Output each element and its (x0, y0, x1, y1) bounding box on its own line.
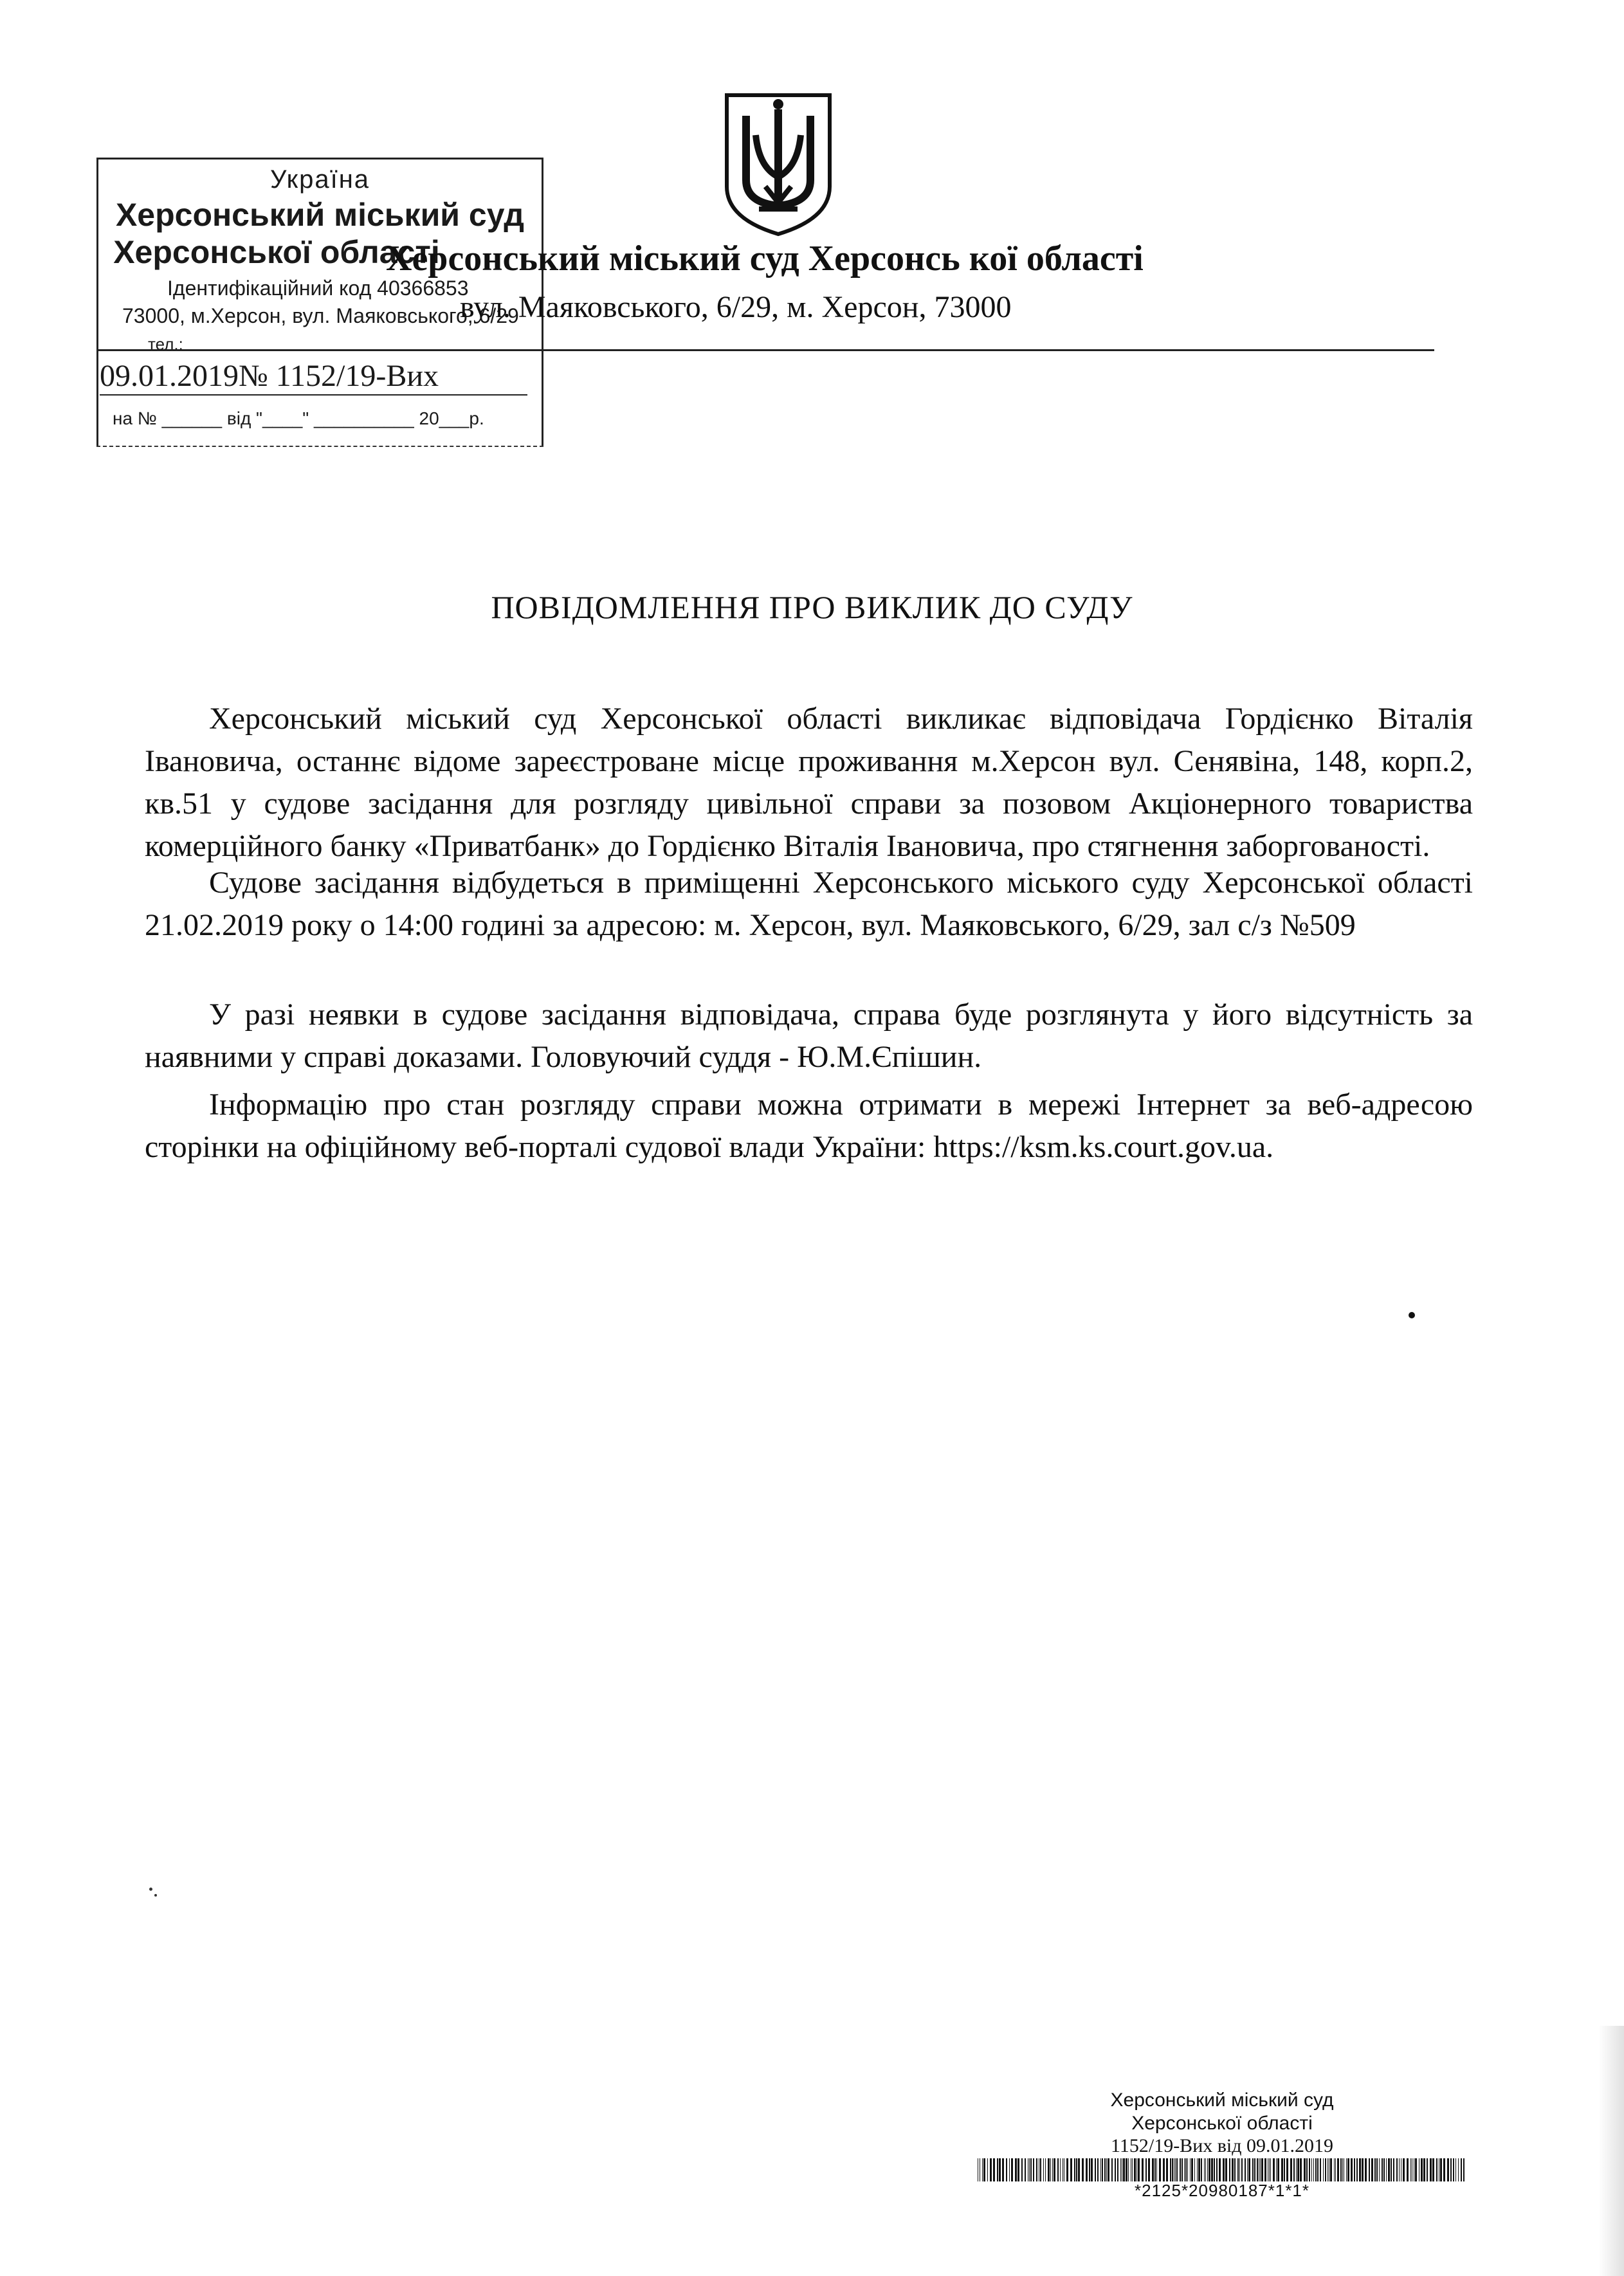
barcode-bar (1052, 2158, 1053, 2181)
barcode-bar (1175, 2158, 1176, 2181)
barcode-bar (993, 2158, 995, 2181)
barcode-bar (1123, 2158, 1125, 2181)
stamp-court-line1: Херсонський міський суд (115, 197, 525, 233)
barcode-bar (1369, 2158, 1370, 2181)
barcode-bar (1030, 2158, 1032, 2181)
barcode-bar (1163, 2158, 1165, 2181)
body-paragraph (145, 698, 1473, 868)
barcode-bar (1342, 2158, 1343, 2181)
barcode-bar (1070, 2158, 1072, 2181)
barcode-bar (1315, 2158, 1317, 2181)
barcode-bar (1248, 2158, 1250, 2181)
barcode-bar (1104, 2158, 1106, 2181)
barcode-bar (1356, 2158, 1358, 2181)
barcode-bar (1382, 2158, 1383, 2181)
barcode-bar (1216, 2158, 1218, 2181)
barcode-bar (1313, 2158, 1314, 2181)
barcode-bar (1156, 2158, 1157, 2181)
barcode-bar (990, 2158, 992, 2181)
barcode-bar (1317, 2158, 1318, 2181)
barcode-bar (1252, 2158, 1254, 2181)
paragraph-text: У разі неявки в судове засідання відповідача, справа буде розглянута у його відсутність за наявними у справі доказами. Головуючий суддя - Ю.М.Єпішин. (145, 997, 1473, 1074)
barcode-bar (1194, 2158, 1195, 2181)
barcode-bar (1284, 2158, 1285, 2181)
barcode-bar (1245, 2158, 1246, 2181)
barcode-bar (1138, 2158, 1140, 2181)
barcode-bar (1335, 2158, 1336, 2181)
court-name-header: Херсонський міський суд Херсонсь кої області (386, 239, 1144, 278)
barcode-bar (1347, 2158, 1349, 2181)
barcode-bar (1074, 2158, 1075, 2181)
barcode-bar (1176, 2158, 1178, 2181)
barcode-bar (1237, 2158, 1239, 2181)
barcode-bar (1309, 2158, 1310, 2181)
barcode-bar (1152, 2158, 1154, 2181)
barcode-bar (1320, 2158, 1321, 2181)
stamp-reference-line: на № ______ від "____" __________ 20___р. (113, 408, 484, 428)
barcode-bar (987, 2158, 988, 2181)
barcode-court-region: Херсонської області (1131, 2113, 1313, 2134)
barcode-bar (1450, 2158, 1452, 2181)
barcode-bar (1111, 2158, 1113, 2181)
barcode-bar (1463, 2158, 1464, 2181)
barcode-bar (1306, 2158, 1308, 2181)
barcode-bar (1232, 2158, 1234, 2181)
trident-coat-of-arms-icon (720, 90, 836, 238)
barcode-bar (1180, 2158, 1181, 2181)
barcode-bar (1277, 2158, 1279, 2181)
barcode-bar (1276, 2158, 1277, 2181)
barcode-bar (1117, 2158, 1118, 2181)
barcode-bar (1376, 2158, 1378, 2181)
barcode-bar (1461, 2158, 1462, 2181)
barcode-bar (1261, 2158, 1263, 2181)
barcode-bar (1383, 2158, 1385, 2181)
barcode-bar (1145, 2158, 1147, 2181)
barcode-bar (1126, 2158, 1127, 2181)
stamp-frame-bottom (96, 446, 543, 447)
barcode-bar (1029, 2158, 1030, 2181)
barcode-doc-number: 1152/19-Вих від 09.01.2019 (1110, 2135, 1334, 2156)
barcode-bar (1076, 2158, 1077, 2181)
barcode-bar (1455, 2158, 1456, 2181)
court-address-header: вул. Маяковського, 6/29, м. Херсон, 73000 (460, 290, 1012, 324)
body-paragraph (145, 994, 1473, 1079)
outgoing-number: 09.01.2019№ 1152/19-Вих (100, 359, 439, 393)
barcode-bar (1015, 2158, 1017, 2181)
barcode-bar (1082, 2158, 1084, 2181)
barcode-bar (1346, 2158, 1347, 2181)
barcode-bar (1391, 2158, 1392, 2181)
barcode-code: *2125*20980187*1*1* (1134, 2181, 1310, 2200)
barcode-bar (1354, 2158, 1355, 2181)
barcode-bar (1089, 2158, 1090, 2181)
barcode-bar (1170, 2158, 1171, 2181)
barcode-bar (1300, 2158, 1302, 2181)
barcode-bar (1239, 2158, 1240, 2181)
barcode-bar (1009, 2158, 1010, 2181)
barcode-bar (1340, 2158, 1342, 2181)
barcode-bar (1269, 2158, 1270, 2181)
barcode-bar (1204, 2158, 1205, 2181)
barcode-bar (1120, 2158, 1121, 2181)
barcode-bar (1273, 2158, 1275, 2181)
header-divider (96, 349, 1434, 351)
barcode-bar (1115, 2158, 1116, 2181)
document-title: ПОВІДОМЛЕННЯ ПРО ВИКЛИК ДО СУДУ (491, 589, 1133, 625)
barcode-bar (1128, 2158, 1129, 2181)
scan-dot (1409, 1312, 1415, 1318)
scan-speck (149, 1888, 152, 1891)
barcode-bar (1033, 2158, 1034, 2181)
barcode-bar (1205, 2158, 1206, 2181)
barcode-bar (1430, 2158, 1432, 2181)
barcode-bar (1281, 2158, 1283, 2181)
barcode-bar (1054, 2158, 1055, 2181)
barcode-bar (1453, 2158, 1454, 2181)
barcode-bar (1207, 2158, 1208, 2181)
barcode-bar (1241, 2158, 1243, 2181)
barcode-bar (1002, 2158, 1004, 2181)
barcode-bar (1264, 2158, 1266, 2181)
barcode-bar (1337, 2158, 1339, 2181)
body-paragraph (145, 1084, 1473, 1169)
barcode-bar (1327, 2158, 1328, 2181)
barcode-bar (1440, 2158, 1442, 2181)
barcode-bar (1048, 2158, 1050, 2181)
barcode-bar (1057, 2158, 1059, 2181)
barcode-bar (1286, 2158, 1288, 2181)
stamp-frame-top (96, 158, 543, 159)
barcode-bar (1362, 2158, 1364, 2181)
barcode-bar (1134, 2158, 1136, 2181)
barcode-bar (1187, 2158, 1188, 2181)
paragraph-text: Судове засідання відбудеться в приміщенні Херсонського міського суду Херсонської області 21.02.2019 року о 14:00 годині за адресою: м. Херсон, вул. Маяковського, 6/29, зал с/з №509 (145, 866, 1473, 942)
barcode-bar (1214, 2158, 1215, 2181)
barcode-bar (1132, 2158, 1133, 2181)
barcode-bar (1225, 2158, 1227, 2181)
barcode-bar (1184, 2158, 1185, 2181)
barcode-bar (1374, 2158, 1376, 2181)
barcode-bar (1201, 2158, 1202, 2181)
barcode-bar (1359, 2158, 1361, 2181)
barcode-bar (999, 2158, 1001, 2181)
barcode-bar (1211, 2158, 1213, 2181)
barcode-bar (1182, 2158, 1183, 2181)
barcode-bar (1197, 2158, 1198, 2181)
barcode-bar (1290, 2158, 1292, 2181)
barcode-bar (1234, 2158, 1236, 2181)
barcode-bar (1142, 2158, 1144, 2181)
barcode-label (971, 2089, 1473, 2199)
barcode-bar (1365, 2158, 1367, 2181)
barcode-court-name: Херсонський міський суд (1110, 2089, 1334, 2111)
barcode-bar (1399, 2158, 1400, 2181)
barcode-bar (1078, 2158, 1080, 2181)
barcode-bar (1106, 2158, 1107, 2181)
barcode-bar (1396, 2158, 1398, 2181)
barcode-bar (1066, 2158, 1068, 2181)
barcode-bar (1427, 2158, 1428, 2181)
barcode-bar (1198, 2158, 1200, 2181)
barcode-bar (1415, 2158, 1417, 2181)
barcode-bar (1260, 2158, 1261, 2181)
paragraph-text: Інформацію про стан розгляду справи можна отримати в мережі Інтернет за веб-адресою сторінки на офіційному веб-порталі судової влади України: https://ksm.ks.court.gov.ua. (145, 1088, 1473, 1164)
barcode-bar (1393, 2158, 1394, 2181)
barcode-bar (1086, 2158, 1088, 2181)
scan-speck (154, 1894, 157, 1897)
barcode-bar (1386, 2158, 1387, 2181)
barcode-bar (982, 2158, 983, 2181)
barcode-bar (1293, 2158, 1295, 2181)
stamp-country: Україна (269, 165, 370, 194)
barcode-bar (1172, 2158, 1173, 2181)
barcode-bar (1223, 2158, 1225, 2181)
barcode-bar (1040, 2158, 1041, 2181)
stamp-tel: тел.: (148, 334, 183, 354)
barcode-bar (1219, 2158, 1221, 2181)
barcode-bar (1045, 2158, 1046, 2181)
stamp-id-code: Ідентифікаційний код 40366853 (167, 277, 469, 300)
barcode-bar (1432, 2158, 1434, 2181)
barcode-bar (1154, 2158, 1156, 2181)
barcode-bar (1296, 2158, 1297, 2181)
barcode-bar (1410, 2158, 1411, 2181)
barcode-bar (1229, 2158, 1230, 2181)
barcode-bar (1159, 2158, 1161, 2181)
barcode-bar (1209, 2158, 1210, 2181)
barcode-bar (1006, 2158, 1007, 2181)
barcode-icon (978, 2158, 1466, 2181)
barcode-bar (1351, 2158, 1353, 2181)
barcode-bar (1270, 2158, 1271, 2181)
barcode-bar (1191, 2158, 1193, 2181)
barcode-bar (1447, 2158, 1449, 2181)
barcode-bar (1036, 2158, 1037, 2181)
barcode-bar (1100, 2158, 1101, 2181)
barcode-bar (1091, 2158, 1093, 2181)
barcode-bar (1148, 2158, 1150, 2181)
barcode-bar (1311, 2158, 1312, 2181)
barcode-bar (1297, 2158, 1299, 2181)
barcode-bar (997, 2158, 998, 2181)
barcode-bar (1257, 2158, 1258, 2181)
barcode-bar (1025, 2158, 1026, 2181)
barcode-bar (1166, 2158, 1168, 2181)
barcode-bar (1043, 2158, 1044, 2181)
barcode-bar (1407, 2158, 1409, 2181)
stamp-date-underline (100, 394, 527, 396)
barcode-bar (1304, 2158, 1306, 2181)
barcode-bar (1334, 2158, 1335, 2181)
barcode-bar (1017, 2158, 1019, 2181)
barcode-bar (1403, 2158, 1405, 2181)
scan-edge-shadow (1598, 2026, 1624, 2276)
barcode-bar (1458, 2158, 1459, 2181)
barcode-bar (1108, 2158, 1109, 2181)
barcode-bar (1388, 2158, 1390, 2181)
barcode-bar (1136, 2158, 1137, 2181)
barcode-bar (1097, 2158, 1099, 2181)
barcode-bar (1423, 2158, 1425, 2181)
barcode-bar (1325, 2158, 1326, 2181)
barcode-bar (1247, 2158, 1248, 2181)
barcode-bar (1021, 2158, 1023, 2181)
barcode-bar (1185, 2158, 1187, 2181)
barcode-bar (1421, 2158, 1423, 2181)
barcode-bar (1095, 2158, 1096, 2181)
barcode-bar (1102, 2158, 1103, 2181)
body-paragraph (145, 862, 1473, 947)
barcode-bar (1371, 2158, 1373, 2181)
barcode-bar (1443, 2158, 1445, 2181)
barcode-bar (1011, 2158, 1013, 2181)
barcode-bar (1060, 2158, 1061, 2181)
barcode-bar (1254, 2158, 1255, 2181)
barcode-bar (1379, 2158, 1380, 2181)
stamp-court-line2: Херсонської області (113, 234, 440, 270)
barcode-bar (1436, 2158, 1437, 2181)
barcode-bar (983, 2158, 985, 2181)
barcode-bar (1190, 2158, 1191, 2181)
stamp-address: 73000, м.Херсон, вул. Маяковського, 6/29 (122, 304, 519, 327)
barcode-bar (1330, 2158, 1332, 2181)
paragraph-text: Херсонський міський суд Херсонської області викликає відповідача Гордієнко Віталія Івановича, останнє відоме зареєстроване місце проживання м.Херсон вул. Сенявіна, 148, корп.2, кв.51 у судове засідання для розгляду цивільної справи за позовом Акціонерного товариства комерційного банку «Приватбанк» до Гордієнко Віталія Івановича, про стягнення заборгованості. (145, 702, 1473, 863)
barcode-bar (1323, 2158, 1324, 2181)
barcode-bar (1050, 2158, 1051, 2181)
